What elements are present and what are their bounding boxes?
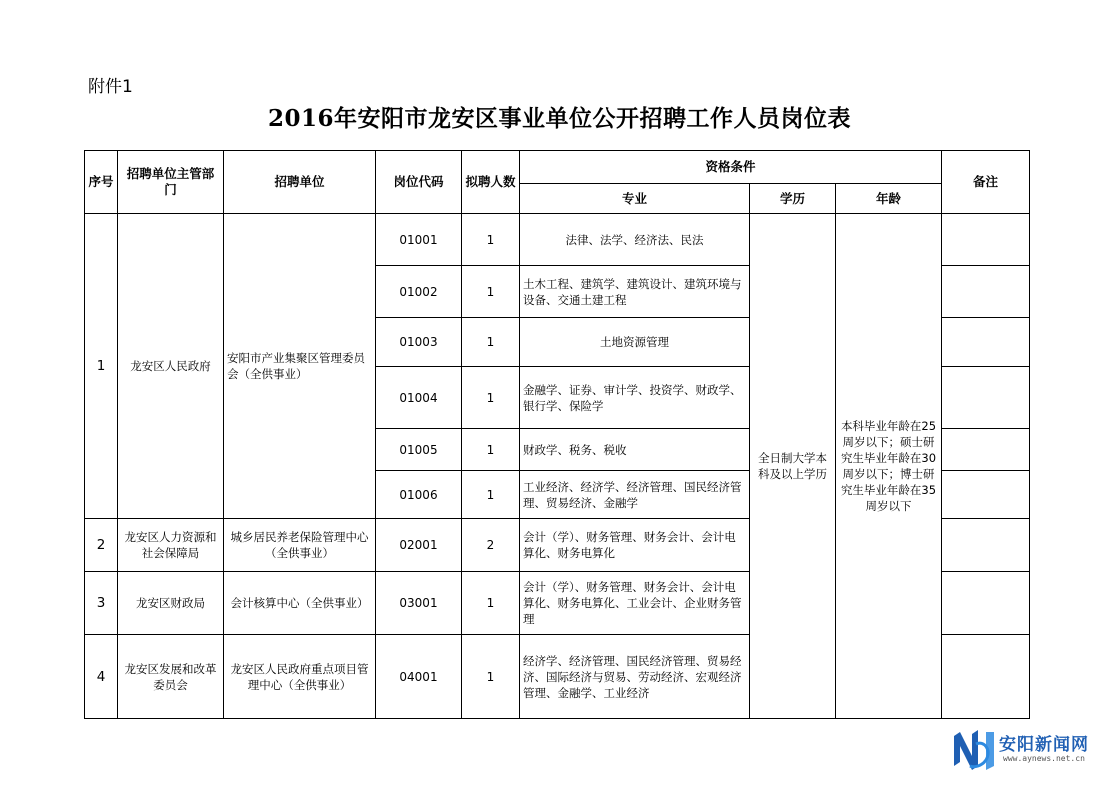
department-cell: 龙安区人力资源和社会保障局 [118, 519, 224, 572]
unit-cell: 城乡居民养老保险管理中心（全供事业） [224, 519, 376, 572]
remarks-cell [942, 214, 1030, 266]
age-cell: 本科毕业年龄在25周岁以下；硕士研究生毕业年龄在30周岁以下；博士研究生毕业年龄在35周岁以下 [836, 214, 942, 719]
code-cell: 04001 [376, 635, 462, 719]
count-cell: 1 [462, 471, 520, 519]
count-cell: 2 [462, 519, 520, 572]
major-cell: 财政学、税务、税收 [520, 429, 750, 471]
major-cell: 经济学、经济管理、国民经济管理、贸易经济、国际经济与贸易、劳动经济、宏观经济管理、金融学、工业经济 [520, 635, 750, 719]
seq-cell: 3 [85, 572, 118, 635]
code-cell: 02001 [376, 519, 462, 572]
logo-url: www.aynews.net.cn [1003, 754, 1085, 763]
major-cell: 工业经济、经济学、经济管理、国民经济管理、贸易经济、金融学 [520, 471, 750, 519]
count-cell: 1 [462, 635, 520, 719]
count-cell: 1 [462, 214, 520, 266]
positions-table [84, 150, 1030, 719]
remarks-cell [942, 572, 1030, 635]
page-title: 2016年安阳市龙安区事业单位公开招聘工作人员岗位表 [267, 105, 851, 132]
major-cell: 法律、法学、经济法、民法 [520, 214, 750, 266]
unit-cell: 安阳市产业集聚区管理委员会（全供事业） [224, 214, 376, 519]
remarks-cell [942, 266, 1030, 318]
header-major: 专业 [520, 184, 750, 214]
code-cell: 03001 [376, 572, 462, 635]
header-qualification: 资格条件 [520, 151, 942, 184]
remarks-cell [942, 471, 1030, 519]
education-cell: 全日制大学本科及以上学历 [750, 214, 836, 719]
header-age: 年龄 [836, 184, 942, 214]
department-cell: 龙安区财政局 [118, 572, 224, 635]
major-cell: 土地资源管理 [520, 318, 750, 367]
header-count: 拟聘人数 [462, 151, 520, 214]
major-cell: 金融学、证券、审计学、投资学、财政学、银行学、保险学 [520, 367, 750, 429]
table-row [85, 214, 1030, 266]
header-position-code: 岗位代码 [376, 151, 462, 214]
unit-cell: 龙安区人民政府重点项目管理中心（全供事业） [224, 635, 376, 719]
major-cell: 土木工程、建筑学、建筑设计、建筑环境与设备、交通土建工程 [520, 266, 750, 318]
logo-name: 安阳新闻网 [999, 735, 1089, 755]
code-cell: 01004 [376, 367, 462, 429]
remarks-cell [942, 367, 1030, 429]
seq-cell: 4 [85, 635, 118, 719]
department-cell: 龙安区人民政府 [118, 214, 224, 519]
attachment-label: 附件1 [88, 77, 133, 97]
header-department: 招聘单位主管部门 [118, 151, 224, 214]
header-remarks: 备注 [942, 151, 1030, 214]
remarks-cell [942, 318, 1030, 367]
remarks-cell [942, 519, 1030, 572]
count-cell: 1 [462, 367, 520, 429]
code-cell: 01001 [376, 214, 462, 266]
header-seq: 序号 [85, 151, 118, 214]
code-cell: 01005 [376, 429, 462, 471]
header-education: 学历 [750, 184, 836, 214]
unit-cell: 会计核算中心（全供事业） [224, 572, 376, 635]
major-cell: 会计（学）、财务管理、财务会计、会计电算化、财务电算化、工业会计、企业财务管理 [520, 572, 750, 635]
count-cell: 1 [462, 266, 520, 318]
count-cell: 1 [462, 429, 520, 471]
count-cell: 1 [462, 318, 520, 367]
count-cell: 1 [462, 572, 520, 635]
code-cell: 01002 [376, 266, 462, 318]
code-cell: 01003 [376, 318, 462, 367]
department-cell: 龙安区发展和改革委员会 [118, 635, 224, 719]
remarks-cell [942, 635, 1030, 719]
seq-cell: 1 [85, 214, 118, 519]
header-unit: 招聘单位 [224, 151, 376, 214]
code-cell: 01006 [376, 471, 462, 519]
major-cell: 会计（学）、财务管理、财务会计、会计电算化、财务电算化 [520, 519, 750, 572]
seq-cell: 2 [85, 519, 118, 572]
remarks-cell [942, 429, 1030, 471]
